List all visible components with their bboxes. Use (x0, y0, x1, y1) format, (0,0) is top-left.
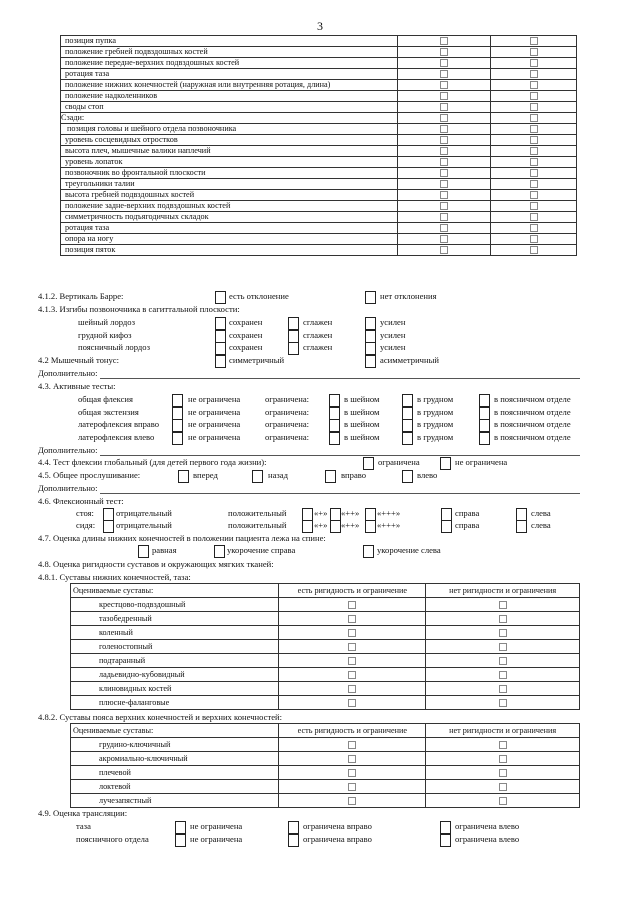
table-row (61, 245, 577, 256)
table-row (61, 36, 577, 47)
global-flexion-title: 4.4. Тест флексии глобальный (для детей первого года жизни): (38, 457, 267, 467)
table-row (71, 766, 580, 780)
table-row (71, 598, 580, 612)
plus2-label: «++» (341, 520, 360, 530)
leg-short-right-checkbox[interactable] (214, 545, 225, 558)
spine-curve-label: шейный лордоз (78, 317, 135, 327)
row-label: ротация таза (61, 223, 398, 234)
leg-short-right-label: укорочение справа (227, 545, 296, 555)
additional-label-3: Дополнительно: (38, 483, 98, 493)
checkbox[interactable] (530, 235, 538, 243)
not-rigid-checkbox[interactable] (499, 755, 507, 763)
row-label: высота гребней подвздошных костей (61, 190, 398, 201)
not-rigid-checkbox[interactable] (499, 741, 507, 749)
translation-left-checkbox[interactable] (440, 834, 451, 847)
rigid-checkbox[interactable] (348, 769, 356, 777)
checkbox[interactable] (530, 147, 538, 155)
upper-header-rigid: есть ригидность и ограничение (279, 724, 426, 738)
spine-increased-checkbox[interactable] (365, 342, 376, 355)
table-row (61, 157, 577, 168)
checkbox[interactable] (440, 136, 448, 144)
lower-joints-title: 4.8.1. Суставы нижних конечностей, таза: (38, 572, 191, 582)
tone-symmetric-label: симметричный (229, 355, 285, 365)
joint-name: акромиально-ключичный (71, 752, 279, 766)
lower-header-joint: Оцениваемые суставы: (71, 584, 279, 598)
joint-name: коленный (71, 626, 279, 640)
positive-label: положительный (228, 508, 287, 518)
plus1-label: «+» (314, 520, 328, 530)
translation-label: таза (76, 821, 91, 831)
row-label: своды стоп (61, 102, 398, 113)
row-label: положение передне-верхних подвздошных костей (61, 58, 398, 69)
cervical-checkbox[interactable] (329, 419, 340, 432)
checkbox[interactable] (530, 224, 538, 232)
not-rigid-checkbox[interactable] (499, 699, 507, 707)
translation-left-label: ограничена влево (455, 821, 520, 831)
not-limited-checkbox[interactable] (172, 419, 183, 432)
table-row (61, 80, 577, 91)
not-limited-checkbox[interactable] (172, 432, 183, 445)
checkbox[interactable] (440, 235, 448, 243)
row-label: уровень лопаток (61, 157, 398, 168)
upper-joints-table (70, 723, 580, 808)
translation-not-limited-label: не ограничена (190, 821, 243, 831)
not-rigid-checkbox[interactable] (499, 685, 507, 693)
spine-preserved-label: сохранен (229, 317, 263, 327)
table-row (71, 668, 580, 682)
not-rigid-checkbox[interactable] (499, 643, 507, 651)
table-row (61, 58, 577, 69)
checkbox[interactable] (530, 136, 538, 144)
additional-label-1: Дополнительно: (38, 368, 98, 378)
spine-flattened-checkbox[interactable] (288, 342, 299, 355)
table-row (61, 168, 577, 179)
not-limited-label: не ограничена (188, 394, 241, 404)
checkbox[interactable] (440, 246, 448, 254)
negative-label: отрицательный (116, 520, 172, 530)
global-flexion-limited-label: ограничена (378, 457, 420, 467)
listening-title: 4.5. Общее прослушивание: (38, 470, 141, 480)
checkbox[interactable] (530, 70, 538, 78)
checkbox[interactable] (440, 191, 448, 199)
limited-label: ограничена: (265, 407, 310, 417)
translation-left-checkbox[interactable] (440, 821, 451, 834)
active-test-label: общая экстензия (78, 407, 139, 417)
row-label: положение нижних конечностей (наружная или внутренняя ротация, длина) (61, 80, 398, 91)
flexion-test-title: 4.6. Флексионный тест: (38, 496, 124, 506)
row-label: симметричность подъягодичных складок (61, 212, 398, 223)
spine-curve-label: поясничный лордоз (78, 342, 150, 352)
row-label: позвоночник во фронтальной плоскости (61, 168, 398, 179)
barre-no-deviation-checkbox[interactable] (365, 291, 376, 304)
joint-name: плюсне-фаланговые (71, 696, 279, 710)
row-label: Сзади: (61, 113, 398, 124)
checkbox[interactable] (440, 158, 448, 166)
left-checkbox[interactable] (516, 520, 527, 533)
right-label: справа (455, 520, 480, 530)
spine-increased-label: усилен (380, 342, 406, 352)
limited-label: ограничена: (265, 432, 310, 442)
not-rigid-checkbox[interactable] (499, 797, 507, 805)
listening-left-checkbox[interactable] (402, 470, 413, 483)
lumbar-checkbox[interactable] (479, 419, 490, 432)
table-row (71, 654, 580, 668)
rigid-checkbox[interactable] (348, 685, 356, 693)
negative-label: отрицательный (116, 508, 172, 518)
leg-equal-label: равная (152, 545, 177, 555)
leg-short-left-checkbox[interactable] (363, 545, 374, 558)
joint-name: лучезапястный (71, 794, 279, 808)
thoracic-checkbox[interactable] (402, 419, 413, 432)
spine-preserved-checkbox[interactable] (215, 342, 226, 355)
positive-label: положительный (228, 520, 287, 530)
active-test-label: латерофлексия вправо (78, 419, 160, 429)
left-label: слева (531, 508, 551, 518)
plus1-checkbox[interactable] (302, 520, 313, 533)
checkbox[interactable] (530, 125, 538, 133)
rigid-checkbox[interactable] (348, 755, 356, 763)
not-limited-label: не ограничена (188, 407, 241, 417)
not-rigid-checkbox[interactable] (499, 657, 507, 665)
barre-no-deviation-label: нет отклонения (380, 291, 437, 301)
checkbox[interactable] (440, 202, 448, 210)
table-row (71, 626, 580, 640)
table-row (71, 794, 580, 808)
cervical-checkbox[interactable] (329, 432, 340, 445)
table-row (71, 738, 580, 752)
checkbox[interactable] (530, 92, 538, 100)
rigid-checkbox[interactable] (348, 699, 356, 707)
lumbar-label: в поясничном отделе (494, 394, 571, 404)
table-row (61, 146, 577, 157)
checkbox[interactable] (440, 37, 448, 45)
row-label: уровень сосцевидных отростков (61, 135, 398, 146)
translation-not-limited-checkbox[interactable] (175, 834, 186, 847)
table-row (61, 234, 577, 245)
additional-line-3[interactable] (100, 493, 580, 494)
thoracic-checkbox[interactable] (402, 432, 413, 445)
cervical-label: в шейном (344, 394, 380, 404)
table-row (61, 212, 577, 223)
translation-right-checkbox[interactable] (288, 834, 299, 847)
checkbox[interactable] (440, 125, 448, 133)
translation-left-label: ограничена влево (455, 834, 520, 844)
joint-name: плечевой (71, 766, 279, 780)
checkbox[interactable] (530, 81, 538, 89)
checkbox[interactable] (530, 180, 538, 188)
rigid-checkbox[interactable] (348, 629, 356, 637)
checkbox[interactable] (440, 180, 448, 188)
listening-back-label: назад (268, 470, 288, 480)
translation-not-limited-checkbox[interactable] (175, 821, 186, 834)
rigid-checkbox[interactable] (348, 797, 356, 805)
checkbox[interactable] (530, 48, 538, 56)
checkbox[interactable] (440, 114, 448, 122)
row-label: ротация таза (61, 69, 398, 80)
checkbox[interactable] (530, 103, 538, 111)
row-label: треугольники талии (61, 179, 398, 190)
joint-name: голеностопный (71, 640, 279, 654)
global-flexion-limited-checkbox[interactable] (363, 457, 374, 470)
right-label: справа (455, 508, 480, 518)
global-flexion-unlimited-checkbox[interactable] (440, 457, 451, 470)
limited-label: ограничена: (265, 394, 310, 404)
lower-header-rigid: есть ригидность и ограничение (279, 584, 426, 598)
row-label: положение гребней подвздошных костей (61, 47, 398, 58)
rigid-checkbox[interactable] (348, 657, 356, 665)
additional-label-2: Дополнительно: (38, 445, 98, 455)
left-label: слева (531, 520, 551, 530)
row-label: позиция пупка (61, 36, 398, 47)
checkbox[interactable] (440, 103, 448, 111)
lower-joints-table (70, 583, 580, 710)
table-row (61, 69, 577, 80)
additional-line-1[interactable] (100, 378, 580, 379)
muscle-tone-title: 4.2 Мышечный тонус: (38, 355, 120, 365)
rigid-checkbox[interactable] (348, 615, 356, 623)
upper-header-joint: Оцениваемые суставы: (71, 724, 279, 738)
spine-curves-title: 4.1.3. Изгибы позвоночника в сагиттальной плоскости: (38, 304, 240, 314)
checkbox[interactable] (530, 158, 538, 166)
row-label: позиция головы и шейного отдела позвоночника (61, 124, 398, 135)
translation-right-checkbox[interactable] (288, 821, 299, 834)
flexion-position-label: сидя: (76, 520, 96, 530)
translation-right-label: ограничена вправо (303, 834, 372, 844)
checkbox[interactable] (440, 81, 448, 89)
checkbox[interactable] (530, 191, 538, 199)
spine-flattened-label: сглажен (303, 342, 333, 352)
checkbox[interactable] (530, 37, 538, 45)
negative-checkbox[interactable] (103, 520, 114, 533)
spine-flattened-checkbox[interactable] (288, 317, 299, 330)
joint-name: локтевой (71, 780, 279, 794)
checkbox[interactable] (530, 114, 538, 122)
checkbox[interactable] (530, 213, 538, 221)
thoracic-checkbox[interactable] (402, 394, 413, 407)
row-label: положение надколенников (61, 91, 398, 102)
active-test-label: общая флексия (78, 394, 133, 404)
checkbox[interactable] (440, 169, 448, 177)
plus1-label: «+» (314, 508, 328, 518)
checkbox[interactable] (440, 213, 448, 221)
spine-curve-label: грудной кифоз (78, 330, 132, 340)
table-row (61, 135, 577, 146)
barre-deviation-checkbox[interactable] (215, 291, 226, 304)
thoracic-label: в грудном (417, 432, 454, 442)
cervical-label: в шейном (344, 432, 380, 442)
spine-increased-checkbox[interactable] (365, 317, 376, 330)
table-row (61, 113, 577, 124)
rigid-checkbox[interactable] (348, 671, 356, 679)
table-row (71, 696, 580, 710)
translation-right-label: ограничена вправо (303, 821, 372, 831)
checkbox[interactable] (530, 202, 538, 210)
lower-header-not-rigid: нет ригидности и ограничения (426, 584, 580, 598)
right-checkbox[interactable] (441, 520, 452, 533)
leg-length-title: 4.7. Оценка длины нижних конечностей в положении пациента лежа на спине: (38, 533, 326, 543)
tone-asymmetric-checkbox[interactable] (365, 355, 376, 368)
plus2-label: «++» (341, 508, 360, 518)
table-row (61, 102, 577, 113)
rigid-checkbox[interactable] (348, 741, 356, 749)
plus2-checkbox[interactable] (330, 520, 341, 533)
plus3-label: «+++» (377, 520, 401, 530)
cervical-checkbox[interactable] (329, 394, 340, 407)
row-label: опора на ногу (61, 234, 398, 245)
not-rigid-checkbox[interactable] (499, 769, 507, 777)
global-flexion-unlimited-label: не ограничена (455, 457, 508, 467)
not-rigid-checkbox[interactable] (499, 615, 507, 623)
checkbox[interactable] (440, 92, 448, 100)
lumbar-label: в поясничном отделе (494, 419, 571, 429)
table-row (71, 752, 580, 766)
not-rigid-checkbox[interactable] (499, 783, 507, 791)
not-rigid-checkbox[interactable] (499, 601, 507, 609)
checkbox[interactable] (530, 246, 538, 254)
listening-back-checkbox[interactable] (252, 470, 263, 483)
spine-flattened-label: сглажен (303, 317, 333, 327)
leg-equal-checkbox[interactable] (138, 545, 149, 558)
checkbox[interactable] (440, 59, 448, 67)
listening-forward-checkbox[interactable] (178, 470, 189, 483)
rigidity-title: 4.8. Оценка ригидности суставов и окружающих мягких тканей: (38, 559, 274, 569)
checkbox[interactable] (530, 169, 538, 177)
checkbox[interactable] (530, 59, 538, 67)
checkbox[interactable] (440, 224, 448, 232)
rigid-checkbox[interactable] (348, 643, 356, 651)
joint-name: крестцово-подвздошный (71, 598, 279, 612)
additional-line-2[interactable] (100, 455, 580, 456)
listening-right-label: вправо (341, 470, 367, 480)
lumbar-checkbox[interactable] (479, 432, 490, 445)
upper-header-not-rigid: нет ригидности и ограничения (426, 724, 580, 738)
tone-symmetric-checkbox[interactable] (215, 355, 226, 368)
translation-title: 4.9. Оценка трансляции: (38, 808, 128, 818)
leg-short-left-label: укорочение слева (377, 545, 441, 555)
thoracic-label: в грудном (417, 394, 454, 404)
plus3-checkbox[interactable] (365, 520, 376, 533)
row-label: положение задне-верхних подвздошных костей (61, 201, 398, 212)
thoracic-label: в грудном (417, 407, 454, 417)
joint-name: подтаранный (71, 654, 279, 668)
lumbar-label: в поясничном отделе (494, 407, 571, 417)
flexion-position-label: стоя: (76, 508, 94, 518)
plus3-label: «+++» (377, 508, 401, 518)
table-row (71, 640, 580, 654)
not-rigid-checkbox[interactable] (499, 629, 507, 637)
table-row (61, 201, 577, 212)
translation-label: поясничного отдела (76, 834, 149, 844)
lumbar-label: в поясничном отделе (494, 432, 571, 442)
cervical-label: в шейном (344, 407, 380, 417)
barre-deviation-label: есть отклонение (229, 291, 289, 301)
row-label: позиция пяток (61, 245, 398, 256)
not-rigid-checkbox[interactable] (499, 671, 507, 679)
table-row (61, 223, 577, 234)
table-row (71, 780, 580, 794)
spine-preserved-checkbox[interactable] (215, 317, 226, 330)
checkbox[interactable] (440, 70, 448, 78)
spine-flattened-label: сглажен (303, 330, 333, 340)
table-row (61, 124, 577, 135)
not-limited-checkbox[interactable] (172, 394, 183, 407)
limited-label: ограничена: (265, 419, 310, 429)
not-limited-label: не ограничена (188, 419, 241, 429)
spine-preserved-label: сохранен (229, 342, 263, 352)
tone-asymmetric-label: асимметричный (380, 355, 439, 365)
table-row (71, 612, 580, 626)
spine-preserved-label: сохранен (229, 330, 263, 340)
spine-increased-label: усилен (380, 330, 406, 340)
page-number: 3 (317, 19, 323, 33)
posture-table (60, 35, 577, 256)
table-row (71, 682, 580, 696)
joint-name: грудино-ключичный (71, 738, 279, 752)
table-row (61, 190, 577, 201)
active-test-label: латерофлексия влево (78, 432, 155, 442)
joint-name: клиновидных костей (71, 682, 279, 696)
upper-joints-title: 4.8.2. Суставы пояса верхних конечностей и верхних конечностей: (38, 712, 283, 722)
listening-left-label: влево (417, 470, 438, 480)
thoracic-label: в грудном (417, 419, 454, 429)
table-row (61, 47, 577, 58)
barre-title: 4.1.2. Вертикаль Барре: (38, 291, 124, 301)
checkbox[interactable] (440, 147, 448, 155)
translation-not-limited-label: не ограничена (190, 834, 243, 844)
row-label: высота плеч, мышечные валики наплечий (61, 146, 398, 157)
joint-name: тазобедренный (71, 612, 279, 626)
active-tests-title: 4.3. Активные тесты: (38, 381, 116, 391)
not-limited-label: не ограничена (188, 432, 241, 442)
table-row (61, 91, 577, 102)
listening-forward-label: вперед (193, 470, 218, 480)
listening-right-checkbox[interactable] (325, 470, 336, 483)
table-row (61, 179, 577, 190)
lumbar-checkbox[interactable] (479, 394, 490, 407)
rigid-checkbox[interactable] (348, 783, 356, 791)
cervical-label: в шейном (344, 419, 380, 429)
checkbox[interactable] (440, 48, 448, 56)
rigid-checkbox[interactable] (348, 601, 356, 609)
spine-increased-label: усилен (380, 317, 406, 327)
joint-name: ладьевидно-кубовидный (71, 668, 279, 682)
